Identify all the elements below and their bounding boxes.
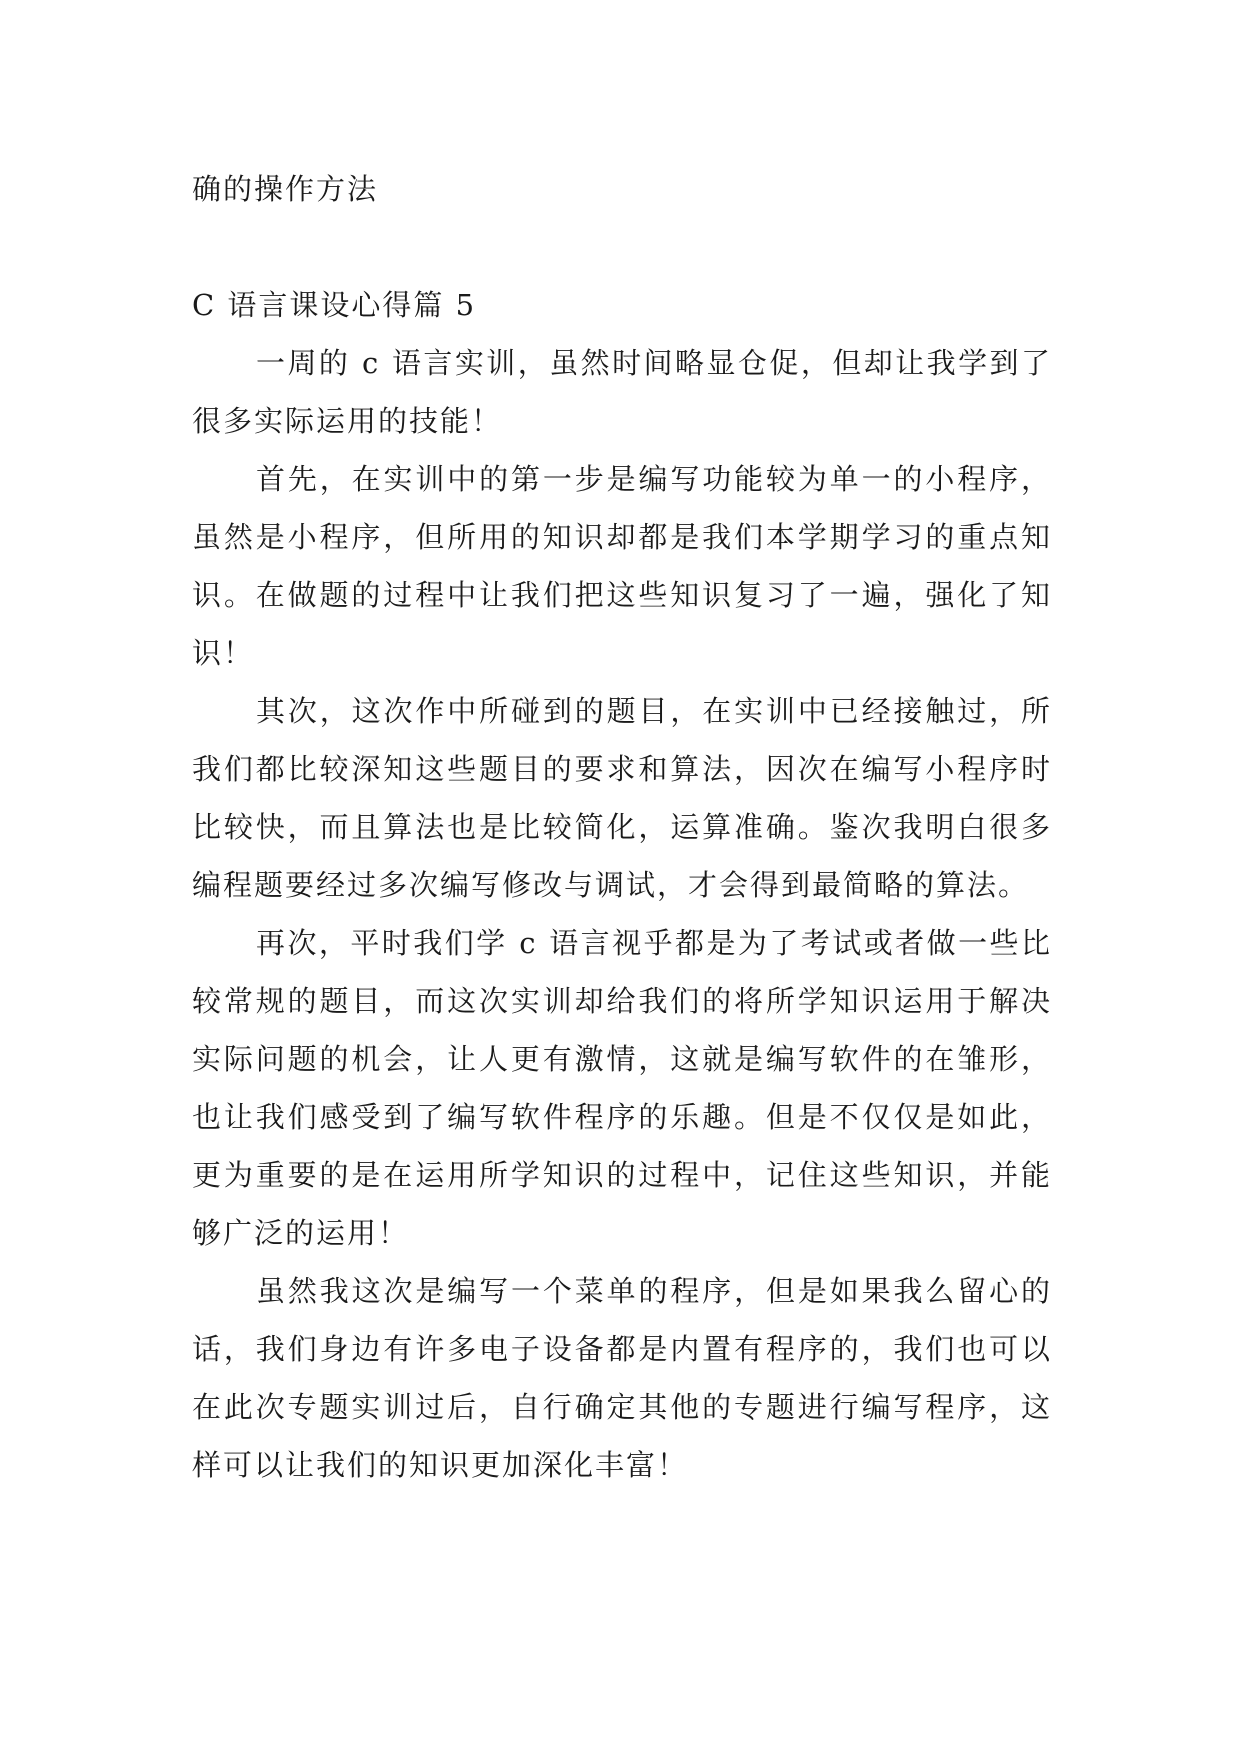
continued-text-line: 确的操作方法 <box>192 172 379 206</box>
body-text <box>192 334 1052 1494</box>
paragraph-5: 虽然我这次是编写一个菜单的程序，但是如果我么留心的话，我们身边有许多电子设备都是内置有程序的，我们也可以在此次专题实训过后，自行确定其他的专题进行编写程序，这样可以让我们的知识更加深化丰富！ <box>192 1274 1052 1482</box>
paragraph-1: 一周的 c 语言实训，虽然时间略显仓促，但却让我学到了很多实际运用的技能！ <box>192 346 1052 438</box>
paragraph-4: 再次，平时我们学 c 语言视乎都是为了考试或者做一些比较常规的题目，而这次实训却给我们的将所学知识运用于解决实际问题的机会，让人更有激情，这就是编写软件的在雏形，也让我们感受到了编写软件程序的乐趣。但是不仅仅是如此，更为重要的是在运用所学知识的过程中，记住这些知识，并能够广泛的运用！ <box>192 926 1052 1250</box>
section-title: C 语言课设心得篇 5 <box>192 288 477 322</box>
paragraph-3: 其次，这次作中所碰到的题目，在实训中已经接触过，所我们都比较深知这些题目的要求和算法，因次在编写小程序时比较快，而且算法也是比较简化，运算准确。鉴次我明白很多编程题要经过多次编写修改与调试，才会得到最简略的算法。 <box>192 694 1052 902</box>
paragraph-2: 首先，在实训中的第一步是编写功能较为单一的小程序，虽然是小程序，但所用的知识却都是我们本学期学习的重点知识。在做题的过程中让我们把这些知识复习了一遍，强化了知识！ <box>192 462 1052 670</box>
